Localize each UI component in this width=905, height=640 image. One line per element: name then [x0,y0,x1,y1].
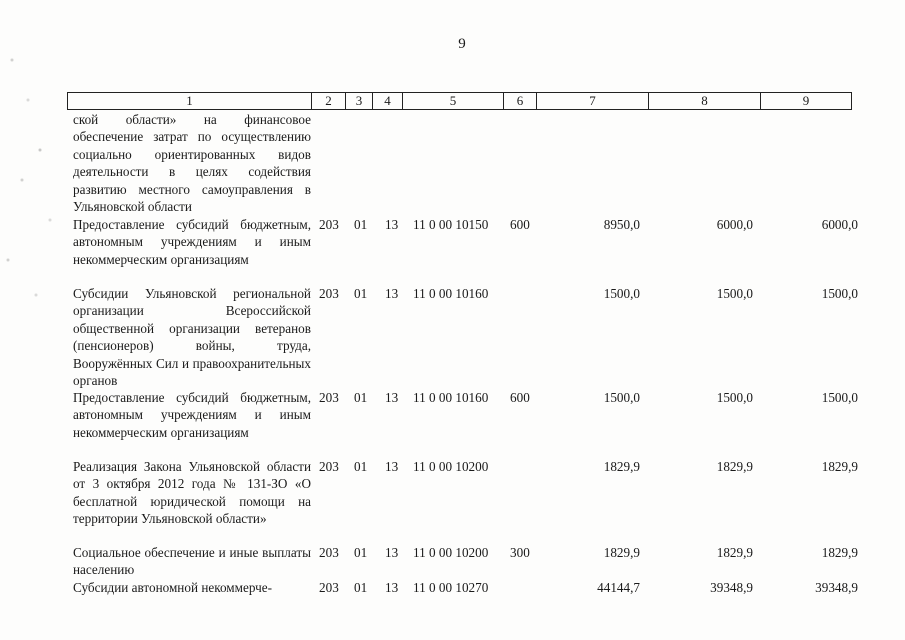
row-name: Реализация Закона Ульяновской области от 3 октября 2012 года № 131-ЗО «О бесплатной юридической помощи на территории Ульяновской области» [73,459,311,527]
row-col-4: 13 [385,286,399,301]
row-col-8: 6000,0 [716,217,753,232]
row-col-8: 1500,0 [716,390,753,405]
row-col-2: 203 [319,390,339,405]
table-header-row [67,92,852,110]
header-col-4: 4 [373,93,403,109]
row-col-4: 13 [385,390,399,405]
header-col-6: 6 [504,93,537,109]
row-col-6: 600 [510,390,530,405]
row-col-5: 11 0 00 10200 [413,545,489,560]
row-col-8: 1829,9 [716,545,753,560]
row-col-3: 01 [354,286,368,301]
row-col-4: 13 [385,217,399,232]
row-col-9: 1829,9 [821,545,858,560]
row-name: Социальное обеспечение и иные выплаты населению [73,545,311,578]
row-col-2: 203 [319,286,339,301]
row-col-3: 01 [354,390,368,405]
row-col-3: 01 [354,459,368,474]
page-number: 9 [458,36,466,52]
header-col-1: 1 [68,93,312,109]
row-col-7: 44144,7 [597,580,640,595]
row-col-9: 1500,0 [821,286,858,301]
header-col-8: 8 [649,93,761,109]
row-col-9: 1829,9 [821,459,858,474]
row-col-4: 13 [385,545,399,560]
row-col-7: 1500,0 [603,286,640,301]
row-col-5: 11 0 00 10200 [413,459,489,474]
row-col-2: 203 [319,580,339,595]
row-name: Предоставление субсидий бюджетным, автономным учреждениям и иным некоммерческим организациям [73,217,311,267]
row-name: Предоставление субсидий бюджетным, автономным учреждениям и иным некоммерческим организациям [73,390,311,440]
row-col-2: 203 [319,459,339,474]
header-col-9: 9 [802,93,810,108]
row-col-5: 11 0 00 10150 [413,217,489,232]
row-col-8: 1829,9 [716,459,753,474]
row-col-6: 300 [510,545,530,560]
row-col-7: 8950,0 [603,217,640,232]
row-name: ской области» на финансовое обеспечение затрат по осуществлению социально ориентированных видов деятельности в целях содействия развитию местного самоуправления в Ульяновской области [73,112,311,215]
row-col-9: 39348,9 [815,580,858,595]
row-col-9: 1500,0 [821,390,858,405]
row-col-4: 13 [385,580,399,595]
row-name: Субсидии Ульяновской региональной организации Всероссийской общественной организации ветеранов (пенсионеров) войны, труда, Вооружённых Сил и правоохранительных органов [73,286,311,389]
header-col-5: 5 [403,93,504,109]
row-col-6: 600 [510,217,530,232]
row-col-5: 11 0 00 10160 [413,390,489,405]
row-col-8: 1500,0 [716,286,753,301]
scan-noise [0,20,70,320]
row-col-3: 01 [354,545,368,560]
header-col-2: 2 [312,93,346,109]
row-col-2: 203 [319,545,339,560]
row-col-3: 01 [354,580,368,595]
row-col-5: 11 0 00 10160 [413,286,489,301]
row-col-5: 11 0 00 10270 [413,580,489,595]
row-col-2: 203 [319,217,339,232]
row-col-3: 01 [354,217,368,232]
row-col-9: 6000,0 [821,217,858,232]
row-col-8: 39348,9 [710,580,753,595]
row-col-7: 1829,9 [603,459,640,474]
row-col-7: 1829,9 [603,545,640,560]
row-col-7: 1500,0 [603,390,640,405]
header-col-3: 3 [346,93,373,109]
row-name: Субсидии автономной некоммерче- [73,580,272,595]
header-col-7: 7 [537,93,649,109]
row-col-4: 13 [385,459,399,474]
